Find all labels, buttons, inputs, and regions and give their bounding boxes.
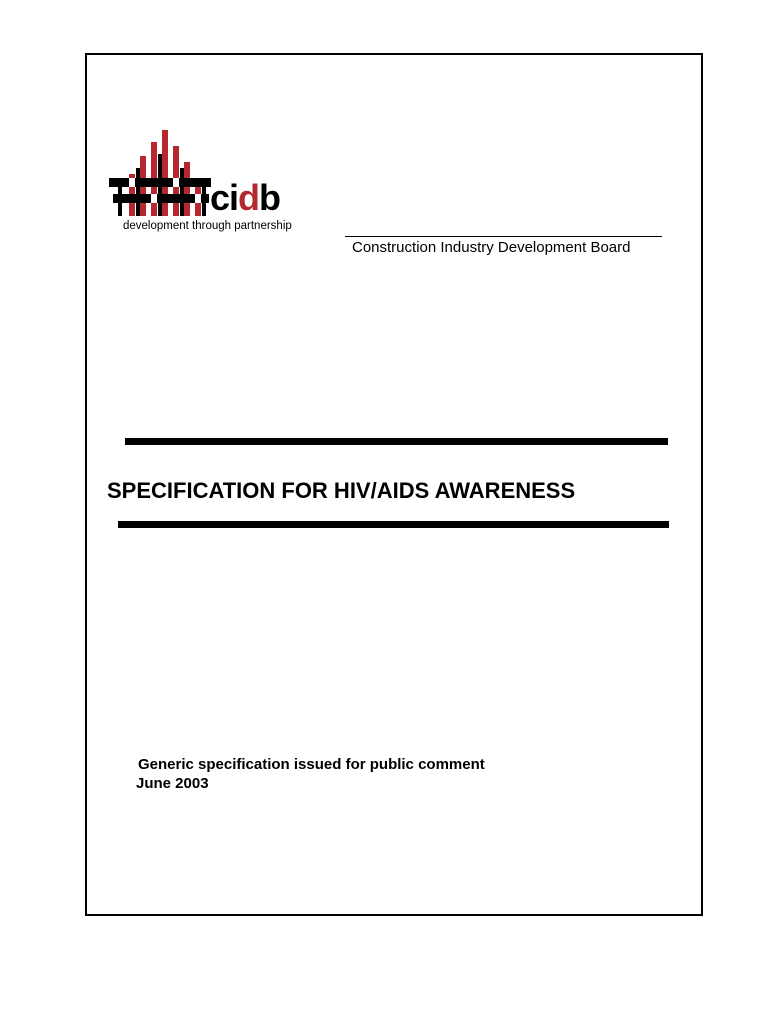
title-rule-top <box>125 438 668 445</box>
organization-divider <box>345 236 662 237</box>
cidb-logo <box>107 128 292 236</box>
title-rule-bottom <box>118 521 669 528</box>
wordmark-red-letter: d <box>238 177 260 218</box>
cidb-logo-mark-icon <box>107 128 213 220</box>
cidb-wordmark <box>210 177 281 218</box>
wordmark-prefix: ci <box>210 177 239 218</box>
wordmark-suffix: b <box>259 177 281 218</box>
organization-name: Construction Industry Development Board <box>352 239 631 256</box>
document-date: June 2003 <box>136 775 209 792</box>
logo-tagline: development through partnership <box>123 220 292 232</box>
document-title: SPECIFICATION FOR HIV/AIDS AWARENESS <box>107 478 576 503</box>
document-description: Generic specification issued for public comment <box>138 756 485 773</box>
